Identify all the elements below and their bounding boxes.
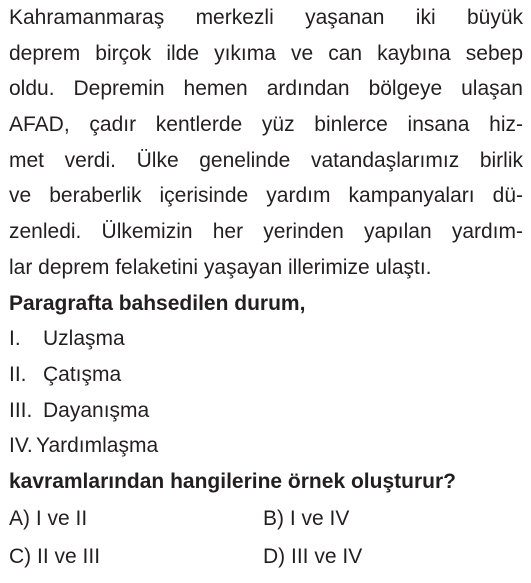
option-letter: D): [263, 544, 286, 568]
option-text: I ve II: [35, 506, 88, 530]
question-prompt: Paragrafta bahsedilen durum,: [9, 291, 306, 315]
options-row: [9, 500, 523, 538]
item-numeral: IV.: [9, 434, 33, 458]
option-text: II ve III: [37, 544, 101, 568]
item-text: Yardımlaşma: [36, 434, 159, 458]
list-item: [9, 357, 523, 393]
item-text: Çatışma: [43, 362, 122, 386]
option-b[interactable]: [263, 500, 349, 538]
list-item: [9, 321, 523, 357]
list-item: [9, 428, 523, 464]
paragraph-line: Kahramanmaraş merkezli yaşanan iki büyük: [9, 6, 523, 29]
paragraph-line: deprem birçok ilde yıkıma ve can kaybına sebep: [9, 41, 523, 65]
roman-list: [9, 321, 523, 464]
option-letter: B): [263, 506, 284, 530]
paragraph-line: met verdi. Ülke genelinde vatandaşlarımız birlik: [9, 148, 523, 172]
paragraph-line: zenledi. Ülkemizin her yerinden yapılan yardım-: [9, 220, 523, 244]
paragraph-line: oldu. Depremin hemen ardından bölgeye ulaşan: [9, 77, 523, 101]
answer-options: [9, 500, 523, 576]
option-letter: C): [9, 544, 32, 568]
paragraph-line: ve beraberlik içerisinde yardım kampanyaları dü-: [9, 184, 523, 208]
item-numeral: III.: [9, 398, 33, 422]
item-text: Uzlaşma: [43, 327, 125, 351]
question-text: kavramlarından hangilerine örnek oluşturur?: [9, 469, 456, 493]
option-a[interactable]: [9, 500, 87, 538]
options-row: [9, 538, 523, 576]
item-numeral: II.: [9, 362, 27, 386]
paragraph-line: lar deprem felaketini yaşayan illerimize ulaştı.: [9, 255, 432, 279]
option-text: III ve IV: [291, 544, 363, 568]
question-block: [9, 0, 523, 576]
paragraph: [9, 0, 523, 286]
paragraph-line: AFAD, çadır kentlerde yüz binlerce insana hiz-: [9, 113, 523, 137]
item-text: Dayanışma: [43, 398, 150, 422]
list-item: [9, 393, 523, 429]
item-numeral: I.: [9, 327, 21, 351]
option-text: I ve IV: [289, 506, 350, 530]
option-d[interactable]: [263, 538, 362, 576]
option-letter: A): [9, 506, 30, 530]
option-c[interactable]: [9, 538, 100, 576]
